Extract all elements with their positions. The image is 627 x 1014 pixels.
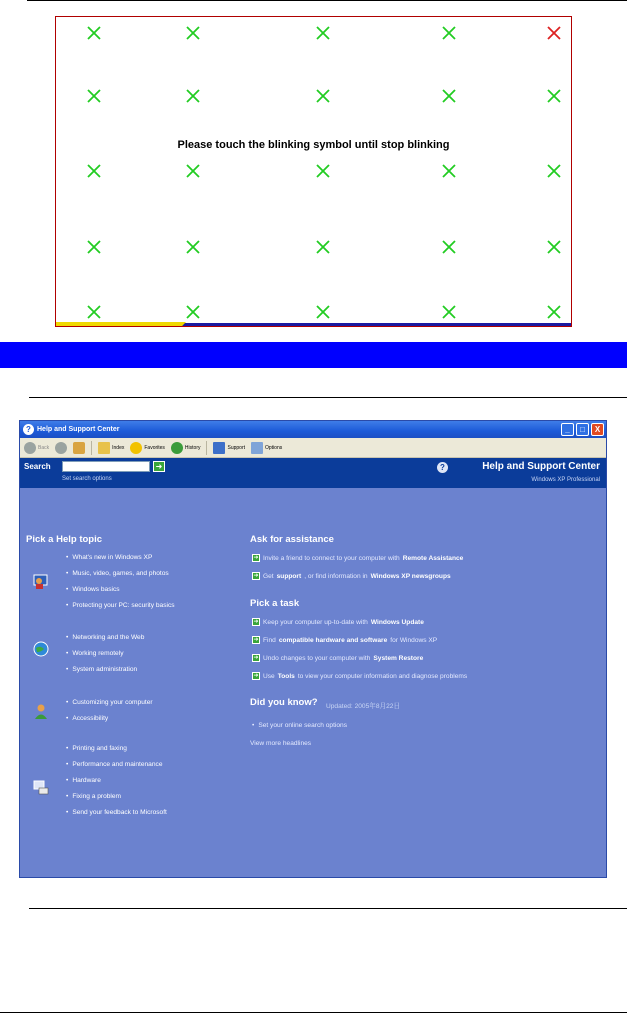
view-more-headlines-link[interactable]: View more headlines [250,740,312,747]
assistance-text: , or find information in [304,572,368,580]
calibration-target [546,239,562,255]
topic-link[interactable]: • System administration [66,666,137,673]
support-icon [213,442,225,454]
favorites-label: Favorites [144,444,165,451]
lower-rule [29,908,627,909]
green-arrow-icon: ➜ [253,573,259,579]
calibration-target [86,304,102,320]
index-button[interactable] [98,442,124,454]
green-arrow-icon: ➜ [253,655,259,661]
calibration-target [546,304,562,320]
printer-computer-icon [32,778,50,796]
assistance-remote-link[interactable] [252,554,463,562]
calibration-target [86,88,102,104]
page-subtitle: Windows XP Professional [531,477,600,483]
calibration-target [441,25,457,41]
task-text: Undo changes to your computer with [263,654,371,662]
back-button[interactable] [24,442,49,454]
minimize-button[interactable]: _ [561,423,574,436]
calibration-target [315,304,331,320]
calibration-target [441,88,457,104]
calibration-target [185,304,201,320]
options-button[interactable] [251,442,282,454]
user-customize-icon [32,703,50,721]
search-header [20,458,606,488]
did-you-know-heading: Did you know? [250,697,318,708]
close-button[interactable]: X [591,423,604,436]
calibration-target [86,239,102,255]
monitor-person-icon [32,573,50,591]
topic-link[interactable]: • Protecting your PC: security basics [66,602,175,609]
green-arrow-icon: ➜ [253,619,259,625]
window-title: Help and Support Center [37,426,120,433]
assistance-support-link[interactable] [252,572,451,580]
top-rule [27,0,627,1]
index-label: Index [112,444,125,451]
green-arrow-icon: ➜ [253,637,259,643]
search-options-link[interactable]: Set search options [62,476,112,482]
online-search-options-link[interactable]: • Set your online search options [252,722,347,729]
help-topics-heading: Pick a Help topic [26,534,103,545]
task-link[interactable] [252,654,423,662]
search-label: Search [24,462,51,471]
favorites-star-icon [130,442,142,454]
topic-link[interactable]: • Windows basics [66,586,120,593]
calibration-target [315,88,331,104]
touch-calibration-screen[interactable] [55,16,572,327]
system-restore-link[interactable]: System Restore [373,654,424,662]
section-band [0,342,627,368]
calibration-target [441,304,457,320]
calibration-target [185,163,201,179]
topic-link[interactable]: • Networking and the Web [66,634,144,641]
assistance-heading: Ask for assistance [250,534,334,545]
topic-link[interactable]: • What's new in Windows XP [66,554,152,561]
options-label: Options [265,444,283,451]
search-go-button[interactable]: ➜ [153,461,165,472]
task-text: to view your computer information and diagnose problems [297,672,468,680]
tools-link[interactable]: Tools [277,672,295,680]
back-arrow-icon [24,442,36,454]
calibration-target [185,239,201,255]
topic-link[interactable]: • Performance and maintenance [66,761,162,768]
toolbar-separator [206,441,207,455]
bottom-rule [0,1012,627,1013]
calibration-prompt: Please touch the blinking symbol until stop blinking [177,139,450,151]
options-icon [251,442,263,454]
calibration-progress-fill [56,322,186,326]
toolbar [20,438,606,458]
help-question-icon: ? [437,462,448,473]
support-label: Support [227,444,245,451]
favorites-button[interactable] [130,442,165,454]
task-text: for Windows XP [390,636,438,644]
updated-date: Updated: 2005年8月22日 [326,703,401,710]
forward-arrow-icon [55,442,67,454]
calibration-target [185,25,201,41]
topic-link[interactable]: • Music, video, games, and photos [66,570,169,577]
forward-button[interactable] [55,442,67,454]
assistance-text: Invite a friend to connect to your computer with [263,554,400,562]
calibration-target [185,88,201,104]
task-text: Use [263,672,275,680]
history-clock-icon [171,442,183,454]
help-app-icon: ? [23,424,34,435]
toolbar-separator [91,441,92,455]
history-label: History [184,444,201,451]
maximize-button[interactable]: □ [576,423,589,436]
topic-link[interactable]: • Accessibility [66,715,108,722]
task-link[interactable] [252,672,467,680]
calibration-target [86,163,102,179]
topic-link[interactable]: • Working remotely [66,650,124,657]
topic-link[interactable]: • Fixing a problem [66,793,121,800]
topic-link[interactable]: • Hardware [66,777,101,784]
title-bar[interactable] [20,421,606,438]
task-text: Find [263,636,276,644]
home-icon [73,442,85,454]
calibration-target [315,25,331,41]
back-label: Back [38,444,50,451]
calibration-target [315,239,331,255]
support-link[interactable]: support [276,572,302,580]
calibration-target [315,163,331,179]
topic-link[interactable]: • Customizing your computer [66,699,153,706]
search-input[interactable] [62,461,150,472]
blinking-calibration-target[interactable] [546,25,562,41]
help-support-window [19,420,607,878]
calibration-target [441,239,457,255]
remote-assistance-link[interactable]: Remote Assistance [402,554,464,562]
assistance-text: Get [263,572,274,580]
home-button[interactable] [73,442,85,454]
calibration-target [546,163,562,179]
topic-link[interactable]: • Send your feedback to Microsoft [66,809,167,816]
topic-link[interactable]: • Printing and faxing [66,745,127,752]
calibration-target [441,163,457,179]
calibration-target [86,25,102,41]
green-arrow-icon: ➜ [253,555,259,561]
task-link[interactable] [252,636,437,644]
windows-update-link[interactable]: Windows Update [370,618,424,626]
newsgroups-link[interactable]: Windows XP newsgroups [370,572,451,580]
calibration-target [546,88,562,104]
task-heading: Pick a task [250,598,300,609]
history-button[interactable] [171,442,201,454]
task-link[interactable] [252,618,424,626]
support-button[interactable] [213,442,245,454]
compatible-hw-sw-link[interactable]: compatible hardware and software [278,636,388,644]
green-arrow-icon: ➜ [253,673,259,679]
page-title: Help and Support Center [482,461,600,472]
task-text: Keep your computer up-to-date with [263,618,368,626]
mid-rule [29,397,627,398]
index-book-icon [98,442,110,454]
globe-network-icon [32,640,50,658]
